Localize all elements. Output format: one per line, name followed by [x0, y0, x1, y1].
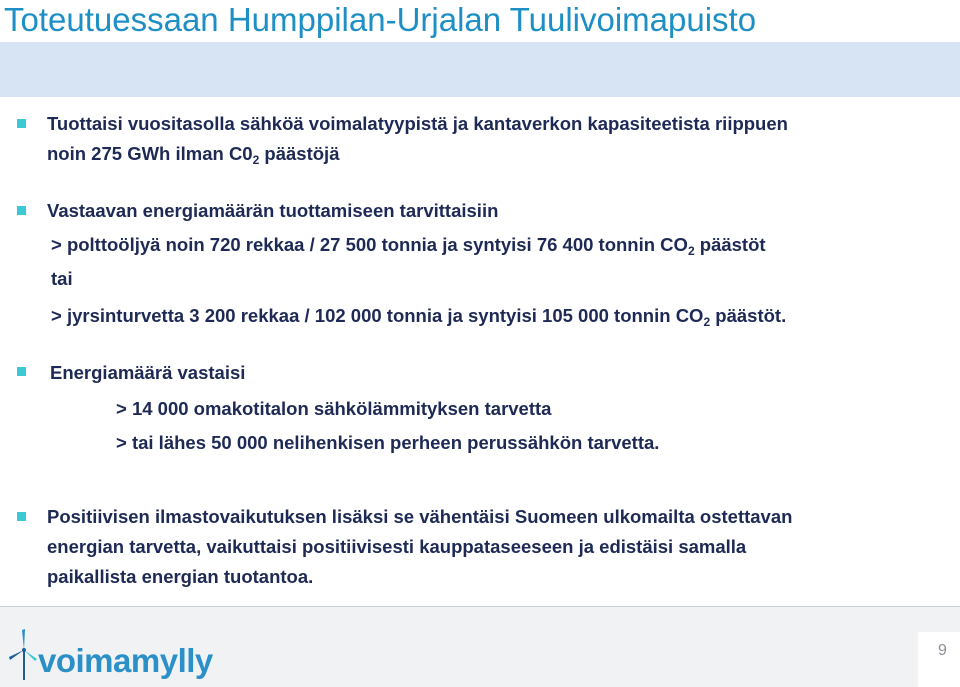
text-segment: noin 275 GWh ilman C0 [47, 143, 253, 164]
bullet-2-line-2 [51, 234, 766, 256]
bullet-4-line-3: paikallista energian tuotantoa. [47, 566, 314, 587]
footer-divider [0, 606, 960, 607]
logo-text: voimamylly [38, 642, 213, 679]
bullet-3-line-1: Energiamäärä vastaisi [50, 362, 246, 383]
bullet-4-line-1: Positiivisen ilmastovaikutuksen lisäksi se vähentäisi Suomeen ulkomailta ostettavan [47, 506, 793, 527]
subscript: 2 [703, 315, 711, 329]
bullet-2-line-1: Vastaavan energiamäärän tuottamiseen tarvittaisiin [47, 200, 499, 221]
bullet-square-icon [17, 367, 26, 376]
subscript: 2 [252, 153, 260, 167]
bullet-square-icon [17, 512, 26, 521]
wind-turbine-icon [8, 626, 38, 682]
bullet-1-line-1: Tuottaisi vuositasolla sähköä voimalatyypistä ja kantaverkon kapasiteetista riippuen [47, 113, 788, 134]
slide-title: Toteutuessaan Humppilan-Urjalan Tuulivoimapuisto [4, 1, 757, 38]
subscript: 2 [687, 244, 695, 258]
page-number: 9 [938, 642, 947, 659]
bullet-2-line-3: tai [51, 268, 73, 289]
bullet-1-line-2 [47, 143, 339, 165]
bullet-3-line-3: > tai lähes 50 000 nelihenkisen perheen perussähkön tarvetta. [116, 432, 660, 453]
bullet-3-line-2: > 14 000 omakotitalon sähkölämmityksen tarvetta [116, 398, 552, 419]
bullet-square-icon [17, 119, 26, 128]
bullet-square-icon [17, 206, 26, 215]
bullet-4-line-2: energian tarvetta, vaikuttaisi positiivisesti kauppataseeseen ja edistäisi samalla [47, 536, 747, 557]
text-segment: päästöjä [264, 143, 340, 164]
text-segment: päästöt. [715, 305, 787, 326]
text-segment: > jyrsinturvetta 3 200 rekkaa / 102 000 tonnia ja syntyisi 105 000 tonnin CO [51, 305, 704, 326]
text-segment: päästöt [699, 234, 766, 255]
text-segment: > polttoöljyä noin 720 rekkaa / 27 500 tonnia ja syntyisi 76 400 tonnin CO [51, 234, 688, 255]
bullet-2-line-4 [51, 305, 786, 327]
